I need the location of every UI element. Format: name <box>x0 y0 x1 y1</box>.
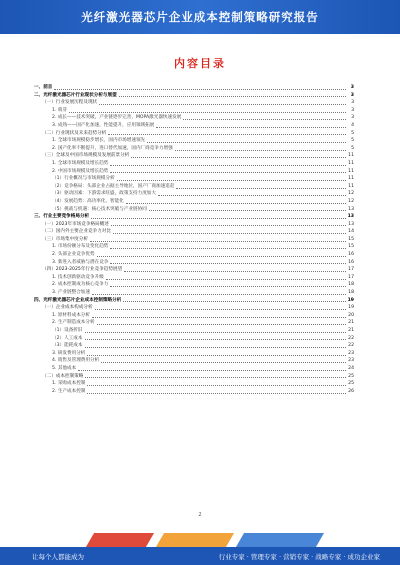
toc-entry[interactable] <box>34 243 354 251</box>
toc-entry[interactable] <box>34 99 354 107</box>
toc-entry-text: （二）国内外主要企业竞争力对比 <box>42 229 111 235</box>
table-of-contents <box>34 84 354 395</box>
toc-entry-text: 1. 技术创新驱动竞争升级 <box>52 274 104 280</box>
toc-entry-text: 1. 全球市场规模稳步增长，国内市场增速领先 <box>52 138 146 144</box>
toc-page-number: 3 <box>351 107 354 113</box>
toc-page-number: 15 <box>348 244 354 250</box>
toc-leader-dots <box>106 279 346 280</box>
toc-entry-text: 二、光纤激光器芯片行业现状分析与展望 <box>34 92 117 98</box>
footer-tagline: 行业专家 · 管理专家 · 营销专家 · 战略专家 · 成功企业家 <box>218 553 380 561</box>
toc-page-number: 25 <box>348 373 354 379</box>
toc-leader-dots <box>113 233 346 234</box>
toc-entry[interactable] <box>34 304 354 312</box>
toc-page-number: 11 <box>348 168 354 174</box>
footer-stripe-red <box>86 533 154 547</box>
toc-entry[interactable] <box>34 236 354 244</box>
toc-page-number: 18 <box>348 290 354 296</box>
toc-entry[interactable] <box>34 122 354 130</box>
toc-entry[interactable] <box>34 274 354 282</box>
toc-entry[interactable] <box>34 259 354 267</box>
header-bar <box>0 0 400 34</box>
toc-entry-text: 1. 市场份额分布及变化趋势 <box>52 244 109 250</box>
toc-leader-dots <box>92 317 346 318</box>
toc-entry[interactable] <box>34 221 354 229</box>
toc-page-number: 23 <box>348 358 354 364</box>
toc-entry-text: （1）行业概况与市场规模分析 <box>52 176 115 182</box>
toc-entry-text: （5）挑战与机遇：核心技术突破与产业链协同 <box>52 206 147 212</box>
toc-leader-dots <box>123 301 346 302</box>
toc-entry-text: （四）2023-2025年行业竞争趋势展望 <box>42 267 123 273</box>
toc-entry[interactable] <box>34 251 354 259</box>
footer-banner <box>0 525 400 565</box>
toc-entry-text: 四、光纤激光器芯片企业成本控制策略分析 <box>34 297 122 303</box>
toc-entry-text: 1. 萌芽 <box>52 107 68 113</box>
toc-page-number: 11 <box>348 153 354 159</box>
toc-entry-text: （3）能耗成本 <box>52 343 83 349</box>
toc-entry-text: （三）全球及中国市场规模及发展前景分析 <box>42 153 130 159</box>
toc-page-number: 21 <box>348 328 354 333</box>
toc-entry-text: 1. 全球市场规模及增长趋势 <box>52 160 109 166</box>
toc-page-number: 26 <box>348 388 354 394</box>
toc-page-number: 13 <box>348 221 354 227</box>
toc-entry[interactable] <box>34 228 354 236</box>
toc-entry-text: （2）竞争格局：头部企业占据主导地位，国产厂商加速追赶 <box>52 183 175 189</box>
toc-entry-text: （2）人工成本 <box>52 335 83 341</box>
toc-entry[interactable] <box>34 350 354 358</box>
toc-leader-dots <box>111 225 346 226</box>
toc-leader-dots <box>97 256 346 257</box>
report-title: 光纤激光器芯片企业成本控制策略研究报告 <box>81 10 319 24</box>
toc-page-number: 22 <box>348 343 354 349</box>
toc-page-number: 11 <box>348 183 354 189</box>
toc-leader-dots <box>110 286 346 287</box>
toc-entry[interactable] <box>34 319 354 327</box>
toc-entry-text: 一、前言 <box>34 85 53 90</box>
footer-stripe-orange <box>156 533 234 547</box>
toc-entry[interactable] <box>34 175 354 183</box>
toc-entry-text: 2. 国产化率不断提升，进口替代加速，国内厂商竞争力增强 <box>52 145 173 151</box>
toc-leader-dots <box>183 119 346 120</box>
toc-entry[interactable] <box>34 92 354 100</box>
toc-leader-dots <box>78 370 346 371</box>
toc-entry[interactable] <box>34 335 354 343</box>
toc-entry-text: 三、行业主要竞争格局分析 <box>34 214 90 220</box>
toc-entry-text: （三）市场集中度分析 <box>42 236 88 242</box>
toc-leader-dots <box>110 263 346 264</box>
toc-entry[interactable] <box>34 145 354 153</box>
toc-page-number: 18 <box>348 282 354 288</box>
toc-leader-dots <box>110 172 346 173</box>
toc-leader-dots <box>124 271 346 272</box>
toc-entry-text: （3）驱动因素：下游需求旺盛，政策支持力度加大 <box>52 191 156 197</box>
toc-leader-dots <box>69 112 346 113</box>
toc-page-number: 11 <box>348 176 354 182</box>
toc-entry[interactable] <box>34 137 354 145</box>
toc-entry[interactable] <box>34 107 354 115</box>
toc-entry-text: 2. 中国市场规模及增长趋势 <box>52 168 109 174</box>
toc-entry[interactable] <box>34 357 354 365</box>
toc-page-number: 5 <box>351 138 354 144</box>
toc-entry[interactable] <box>34 168 354 176</box>
toc-page-number: 17 <box>348 274 354 280</box>
toc-page-number: 12 <box>348 191 354 197</box>
toc-page-number: 11 <box>348 160 354 166</box>
toc-leader-dots <box>91 218 346 219</box>
toc-page-number: 19 <box>347 297 354 303</box>
toc-page-number: 5 <box>351 145 354 151</box>
toc-page-number: 16 <box>348 259 354 265</box>
toc-entry-text: 3. 产业链整合加速 <box>52 290 91 296</box>
toc-leader-dots <box>147 142 346 143</box>
toc-entry-text: （一）企业成本构成分析 <box>42 305 93 311</box>
toc-page-number: 5 <box>351 130 354 136</box>
toc-leader-dots <box>149 210 346 211</box>
toc-leader-dots <box>101 362 346 363</box>
toc-page-number: 15 <box>348 236 354 242</box>
toc-page-number: 12 <box>348 198 354 204</box>
toc-leader-dots <box>87 385 346 386</box>
toc-leader-dots <box>90 241 346 242</box>
toc-entry[interactable] <box>34 342 354 350</box>
toc-page-number: 3 <box>351 100 354 106</box>
toc-entry-text: 1. 原材料成本分析 <box>52 312 91 318</box>
toc-leader-dots <box>92 294 346 295</box>
toc-entry[interactable] <box>34 183 354 191</box>
toc-entry[interactable] <box>34 114 354 122</box>
toc-entry-text: （一）2023年市场竞争格局概述 <box>42 221 109 227</box>
page-number: 2 <box>198 512 202 518</box>
toc-page-number: 20 <box>348 312 354 318</box>
toc-page-number: 4 <box>351 122 354 128</box>
toc-entry-text: （一）行业发展历程及现状 <box>42 100 98 106</box>
toc-entry-text: 3. 研发费用分析 <box>52 350 86 356</box>
toc-entry[interactable] <box>34 289 354 297</box>
toc-page-number: 17 <box>348 267 354 273</box>
toc-entry-text: （1）设备折旧 <box>52 328 83 333</box>
toc-entry[interactable] <box>34 312 354 320</box>
toc-entry-text: 2. 成长——技术突破，产业链逐步完善，MOPA激光器快速发展 <box>52 115 182 121</box>
toc-page-number: 3 <box>350 85 354 90</box>
toc-leader-dots <box>126 203 346 204</box>
toc-leader-dots <box>97 324 346 325</box>
toc-entry[interactable] <box>34 130 354 138</box>
toc-page-number: 14 <box>348 229 354 235</box>
toc-page-number: 13 <box>348 206 354 212</box>
toc-leader-dots <box>95 309 346 310</box>
toc-leader-dots <box>117 180 346 181</box>
toc-entry-text: 2. 生产制造成本分析 <box>52 320 95 326</box>
toc-page-number: 21 <box>348 320 354 326</box>
toc-entry[interactable] <box>34 152 354 160</box>
toc-entry-text: （二）行业现状及未来趋势分析 <box>42 130 107 136</box>
toc-heading: 内容目录 <box>174 57 226 70</box>
toc-entry[interactable] <box>34 365 354 373</box>
footer-slogan: 让每个人都能成为 <box>32 553 84 561</box>
toc-entry-text: （二）成本控制策略 <box>42 373 84 379</box>
toc-page-number: 13 <box>347 214 354 220</box>
toc-leader-dots <box>85 347 346 348</box>
toc-entry-text: 2. 成本控制成为核心竞争力 <box>52 282 109 288</box>
toc-leader-dots <box>110 248 346 249</box>
toc-entry[interactable] <box>34 266 354 274</box>
toc-leader-dots <box>158 195 346 196</box>
toc-leader-dots <box>85 377 346 378</box>
toc-entry[interactable] <box>34 373 354 381</box>
toc-entry-text: （4）发展趋势：高功率化、智能化 <box>52 198 124 204</box>
toc-leader-dots <box>99 104 346 105</box>
toc-leader-dots <box>87 355 346 356</box>
toc-page-number: 25 <box>348 381 354 387</box>
toc-page-number: 16 <box>348 252 354 258</box>
toc-leader-dots <box>131 157 346 158</box>
toc-entry-text: 5. 其他成本 <box>52 365 77 371</box>
toc-entry[interactable] <box>34 84 354 92</box>
toc-entry[interactable] <box>34 190 354 198</box>
toc-leader-dots <box>176 188 346 189</box>
toc-entry[interactable] <box>34 388 354 396</box>
toc-leader-dots <box>119 96 346 97</box>
toc-entry-text: 2. 头部企业竞争优势 <box>52 252 95 258</box>
toc-entry[interactable] <box>34 213 354 221</box>
toc-page-number: 19 <box>348 305 354 311</box>
toc-page-number: 22 <box>348 335 354 341</box>
toc-page-number: 24 <box>348 365 354 371</box>
toc-entry[interactable] <box>34 160 354 168</box>
toc-leader-dots <box>156 127 346 128</box>
toc-page-number: 23 <box>348 350 354 356</box>
toc-leader-dots <box>108 134 346 135</box>
toc-entry[interactable] <box>34 297 354 305</box>
toc-entry[interactable] <box>34 281 354 289</box>
toc-entry-text: 3. 新进入者威胁与潜在竞争 <box>52 259 109 265</box>
footer-stripe-blue <box>236 533 324 547</box>
toc-leader-dots <box>54 89 346 90</box>
toc-page-number: 3 <box>350 92 354 98</box>
toc-entry-text: 2. 生产成本控制 <box>52 388 86 394</box>
toc-entry-text: 4. 销售及管理费用分析 <box>52 358 100 364</box>
toc-entry-text: 1. 采购成本控制 <box>52 381 86 387</box>
toc-leader-dots <box>85 339 346 340</box>
toc-entry-text: 3. 成熟——国产化加速，性能提升，应用领域拓展 <box>52 122 155 128</box>
toc-entry[interactable] <box>34 380 354 388</box>
toc-page-number: 3 <box>351 115 354 121</box>
toc-leader-dots <box>87 393 346 394</box>
toc-leader-dots <box>175 150 346 151</box>
toc-entry[interactable] <box>34 198 354 206</box>
toc-entry[interactable] <box>34 327 354 335</box>
toc-entry[interactable] <box>34 206 354 214</box>
toc-leader-dots <box>110 165 346 166</box>
toc-leader-dots <box>85 332 346 333</box>
